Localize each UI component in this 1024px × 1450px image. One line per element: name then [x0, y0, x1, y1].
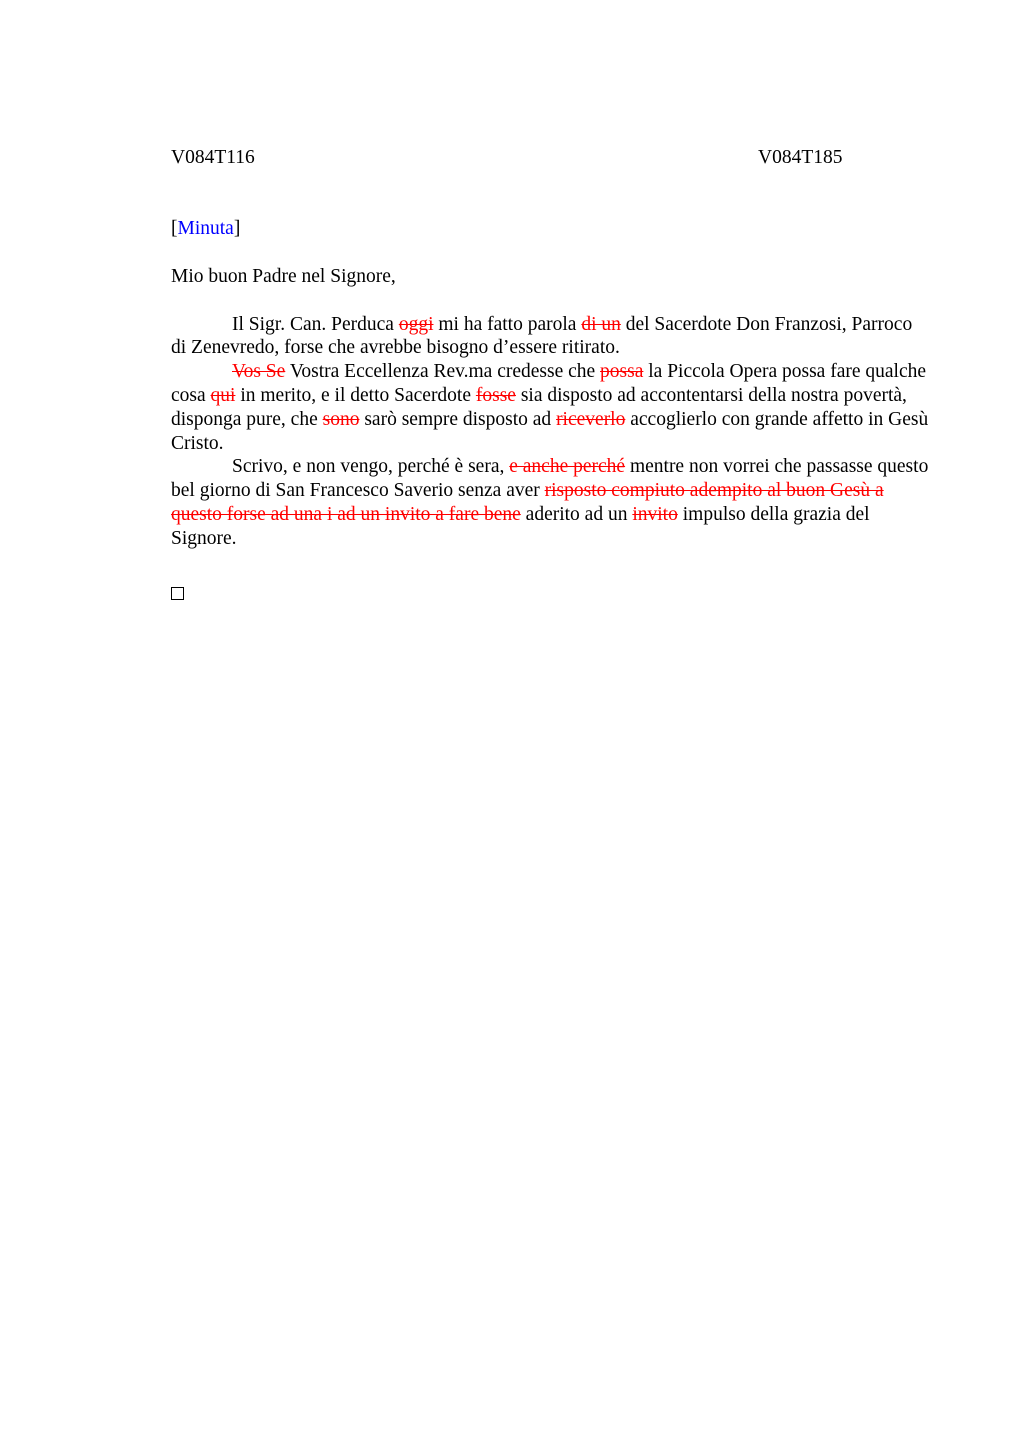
letter-body	[171, 313, 931, 551]
paragraph-text: sarò sempre disposto ad	[359, 408, 557, 430]
minuta-close-bracket: ]	[233, 218, 241, 239]
deleted-text: risposto compiuto adempito al buon Gesù a questo forse ad una i ad un invito a fare bene	[171, 480, 884, 525]
deleted-text: possa	[600, 361, 644, 383]
paragraph-text: Vostra Eccellenza Rev.ma credesse che	[285, 361, 601, 383]
paragraph-text: Il Sigr. Can. Perduca	[232, 313, 399, 335]
square-outline-icon	[171, 587, 184, 600]
deleted-text: oggi	[398, 313, 434, 335]
deleted-text: invito	[632, 503, 678, 525]
paragraph-text: in merito, e il detto Sacerdote	[235, 384, 476, 406]
document-codes	[171, 146, 931, 170]
paragraph-text: mentre non vorrei che passasse questo bel giorno di San Francesco Saverio senza aver	[171, 456, 929, 502]
paragraph-text: mi ha fatto parola	[433, 313, 582, 335]
paragraph	[171, 313, 931, 361]
deleted-text: fosse	[475, 384, 516, 406]
deleted-text: sono	[322, 408, 360, 430]
paragraph-text: sia disposto ad accontentarsi della nostra povertà, disponga pure, che	[171, 384, 907, 430]
paragraph-text: impulso della grazia del Signore.	[171, 503, 870, 549]
document-code-left: V084T116	[171, 147, 255, 168]
minuta-label	[171, 217, 931, 241]
salutation: Mio buon Padre nel Signore,	[171, 265, 396, 287]
paragraph-text: Scrivo, e non vengo, perché è sera,	[232, 456, 510, 478]
deleted-text: riceverlo	[556, 408, 626, 430]
paragraph-text: aderito ad un	[520, 503, 633, 525]
document-content	[171, 146, 931, 600]
paragraph-text: la Piccola Opera possa fare qualche cosa	[171, 361, 927, 406]
deleted-text: e anche perché	[509, 456, 626, 478]
minuta-open-bracket: [	[171, 218, 178, 239]
minuta-text: Minuta	[177, 218, 234, 239]
paragraph-text: del Sacerdote Don Franzosi, Parroco di Zenevredo, forse che avrebbe bisogno d’essere ritirato.	[171, 313, 913, 359]
paragraph	[171, 455, 931, 550]
paragraph	[171, 360, 931, 455]
paragraph-text: accoglierlo con grande affetto in Gesù Cristo.	[171, 408, 929, 454]
document-code-right: V084T185	[758, 147, 843, 168]
deleted-text: Vos Se	[232, 361, 286, 383]
deleted-text: di un	[581, 313, 621, 335]
deleted-text: qui	[210, 384, 236, 406]
